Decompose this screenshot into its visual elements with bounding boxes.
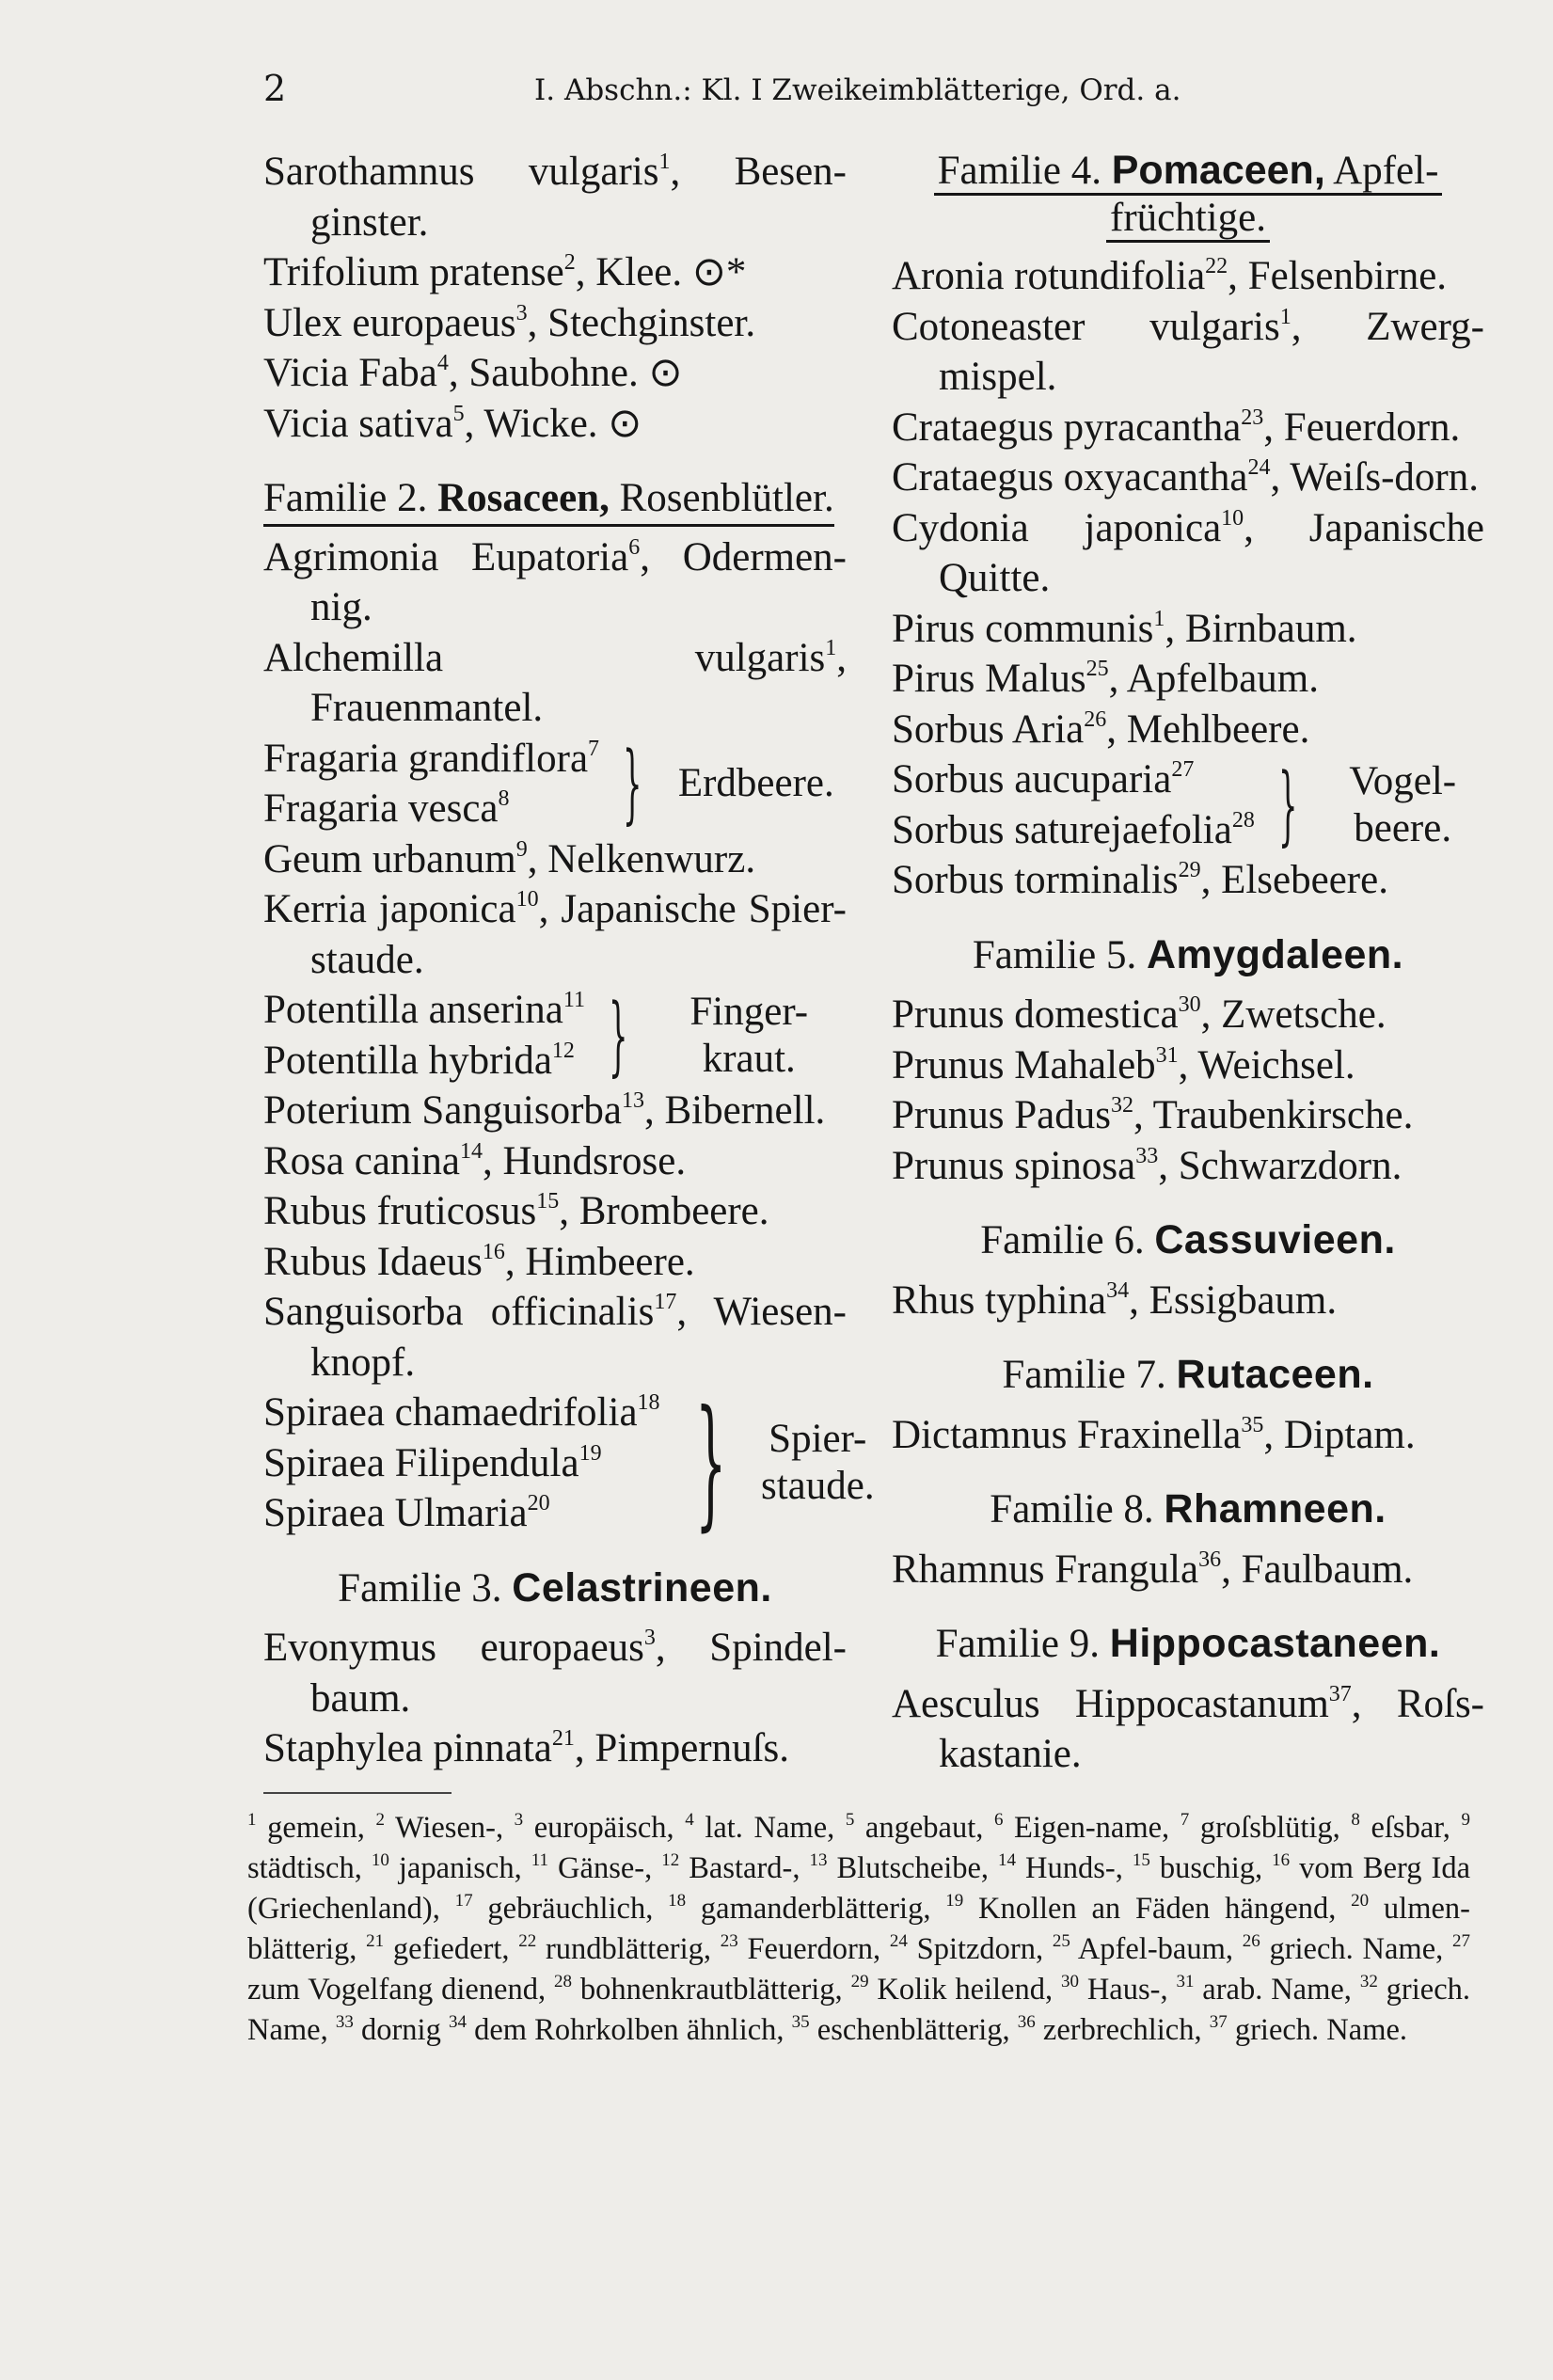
running-header: I. Abschn.: Kl. I Zweikeimblätterige, Ord. a.	[534, 73, 1181, 107]
footnote-text: dem Rohrkolben ähnlich,	[466, 2013, 792, 2047]
page-number: 2	[263, 68, 287, 109]
entry-cydonia: Cydonia japonica$^{10}$, Japanische Quitte.	[892, 505, 1484, 600]
family-heading-2: Familie 2. Rosaceen, Rosenblütler.	[263, 473, 847, 527]
footnote-text: gebräuchlich,	[472, 1892, 669, 1926]
footnote-number: 35	[791, 2012, 810, 2032]
entry-aronia: Aronia rotundifolia$^{22}$, Felsenbirne.	[892, 254, 1448, 298]
entry-vicia-faba: Vicia Faba$^4$, Saubohne. ⊙	[263, 351, 683, 395]
footnote-text: Blutscheibe,	[827, 1851, 999, 1885]
footnotes	[247, 1808, 1470, 2051]
entry-pirus-malus: Pirus Malus$^{25}$, Apfelbaum.	[892, 657, 1319, 701]
footnote-number: 6	[993, 1810, 1004, 1830]
entry-trifolium: Trifolium pratense$^2$, Klee. ⊙*	[263, 250, 747, 294]
family-heading-7: Familie 7. Rutaceen.	[1002, 1352, 1374, 1397]
footnote-text: gefiedert,	[384, 1932, 519, 1966]
footnote-text: rundblätterig,	[536, 1932, 721, 1966]
footnote-text: Wiesen-,	[384, 1811, 515, 1845]
footnote-number: 11	[531, 1850, 549, 1870]
group-fragaria: Fragaria grandiflora$^7$ Fragaria vesca$^8$ } Erdbeere.	[263, 733, 834, 833]
footnote-number: 3	[514, 1810, 524, 1830]
footnote-text: Bastard-,	[679, 1851, 810, 1885]
footnote-number: 4	[685, 1810, 694, 1830]
footnote-text: städtisch,	[247, 1851, 372, 1885]
group-potentilla: Potentilla anserina$^{11}$ Potentilla hybrida$^{12}$ } Finger-kraut.	[263, 984, 809, 1086]
footnote-number: 26	[1242, 1931, 1260, 1951]
brace-icon: }	[694, 1381, 726, 1546]
entry-dictamnus: Dictamnus Fraxinella$^{35}$, Diptam.	[892, 1412, 1416, 1457]
footnote-text: zerbrechlich,	[1035, 2013, 1210, 2047]
footnote-text: Knollen an Fäden hängend,	[963, 1892, 1352, 1926]
footnote-number: 29	[850, 1972, 869, 1991]
footnote-number: 37	[1209, 2012, 1228, 2032]
entry-alchemilla: Alchemilla vulgaris$^1$, Frauenmantel.	[263, 635, 847, 730]
entry-poterium: Poterium Sanguisorba$^{13}$, Bibernell.	[263, 1088, 826, 1133]
footnote-number: 18	[668, 1891, 687, 1911]
entry-pirus-communis: Pirus communis$^1$, Birnbaum.	[892, 606, 1357, 651]
entry-sarothamnus: Sarothamnus vulgaris$^1$, Besen-ginster.	[263, 150, 847, 245]
family-heading-3: Familie 3. Celastrineen.	[338, 1564, 772, 1610]
footnote-number: 27	[1452, 1931, 1470, 1951]
footnote-number: 15	[1132, 1850, 1150, 1870]
footnote-text: buschig,	[1149, 1851, 1273, 1885]
footnote-text: arab. Name,	[1194, 1973, 1360, 2007]
entry-rhamnus: Rhamnus Frangula$^{36}$, Faulbaum.	[892, 1547, 1414, 1592]
footnote-number: 17	[454, 1891, 473, 1911]
entry-rosa: Rosa canina$^{14}$, Hundsrose.	[263, 1138, 687, 1183]
footnote-text: griech. Name,	[247, 1973, 1471, 2047]
entry-ulex: Ulex europaeus$^3$, Stechginster.	[263, 300, 756, 345]
brace-icon: }	[1277, 754, 1298, 855]
family-heading-8: Familie 8. Rhamneen.	[990, 1486, 1387, 1531]
footnote-number: 34	[448, 2012, 467, 2032]
right-column	[892, 147, 1484, 1780]
footnote-number: 5	[845, 1810, 855, 1830]
group-sorbus: Sorbus aucuparia$^{27}$ Sorbus saturejaefolia$^{28}$ } Vogel-beere.	[892, 754, 1457, 855]
footnote-text: Haus-,	[1078, 1973, 1177, 2007]
footnote-divider	[263, 1792, 452, 1794]
entry-aesculus: Aesculus Hippocastanum$^{37}$, Roſs-kastanie.	[892, 1681, 1484, 1776]
footnote-text: Eigen-name,	[1003, 1811, 1181, 1845]
entry-prunus-domestica: Prunus domestica$^{30}$, Zwetsche.	[892, 992, 1387, 1037]
footnote-text: gamanderblätterig,	[686, 1892, 946, 1926]
footnote-number: 25	[1052, 1931, 1070, 1951]
footnote-text: lat. Name,	[693, 1811, 846, 1845]
footnote-text: Feuerdorn,	[737, 1932, 890, 1966]
entry-crataegus-pyracantha: Crataegus pyracantha$^{23}$, Feuerdorn.	[892, 405, 1461, 450]
footnote-text: eſsbar,	[1359, 1811, 1462, 1845]
footnote-number: 28	[553, 1972, 572, 1991]
footnote-text: dornig	[353, 2013, 449, 2047]
footnote-text: gemein,	[256, 1811, 376, 1845]
group-spiraea: Spiraea chamaedrifolia$^{18}$ Spiraea Filipendula$^{19}$ Spiraea Ulmaria$^{20}$ } Spier-staude.	[263, 1381, 875, 1546]
footnote-number: 8	[1351, 1810, 1360, 1830]
footnote-text: Gänse-,	[548, 1851, 662, 1885]
footnote-number: 19	[945, 1891, 964, 1911]
entry-evonymus: Evonymus europaeus$^3$, Spindel-baum.	[263, 1626, 847, 1721]
footnote-number: 16	[1272, 1850, 1291, 1870]
entry-kerria: Kerria japonica$^{10}$, Japanische Spier-staude.	[263, 887, 847, 982]
entry-rubus-fruticosus: Rubus fruticosus$^{15}$, Brombeere.	[263, 1189, 769, 1233]
footnote-number: 21	[366, 1931, 385, 1951]
entry-rubus-idaeus: Rubus Idaeus$^{16}$, Himbeere.	[263, 1239, 695, 1284]
footnote-text: Kolik heilend,	[868, 1973, 1061, 2007]
footnote-number: 33	[335, 2012, 354, 2032]
entry-rhus: Rhus typhina$^{34}$, Essigbaum.	[892, 1277, 1338, 1323]
footnote-number: 20	[1351, 1891, 1370, 1911]
entry-agrimonia: Agrimonia Eupatoria$^6$, Odermen-nig.	[263, 534, 848, 629]
footnote-text: Apfel-baum,	[1070, 1932, 1243, 1966]
footnote-text: zum Vogelfang dienend,	[247, 1973, 554, 2007]
footnote-number: 36	[1017, 2012, 1036, 2032]
footnote-number: 9	[1461, 1810, 1470, 1830]
footnote-text: angebaut,	[854, 1811, 994, 1845]
footnote-number: 32	[1359, 1972, 1378, 1991]
footnote-text: japanisch,	[388, 1851, 531, 1885]
family-heading-5: Familie 5. Amygdaleen.	[972, 931, 1404, 977]
brace-icon: }	[608, 984, 628, 1086]
footnote-number: 14	[998, 1850, 1017, 1870]
family-heading-6: Familie 6. Cassuvieen.	[980, 1217, 1396, 1262]
entry-cotoneaster: Cotoneaster vulgaris$^1$, Zwerg-mispel.	[892, 304, 1484, 399]
footnote-text: eschenblätterig,	[809, 2013, 1018, 2047]
footnote-number: 12	[661, 1850, 680, 1870]
footnote-text: griech. Name,	[1260, 1932, 1452, 1966]
entry-sorbus-torminalis: Sorbus torminalis$^{29}$, Elsebeere.	[892, 858, 1388, 902]
footnote-text: bohnenkrautblätterig,	[571, 1973, 851, 2007]
footnote-number: 7	[1180, 1810, 1190, 1830]
footnote-text: griech. Name.	[1227, 2013, 1408, 2047]
entry-geum: Geum urbanum$^9$, Nelkenwurz.	[263, 836, 756, 881]
footnote-number: 22	[518, 1931, 537, 1951]
footnote-text: europäisch,	[523, 1811, 686, 1845]
entry-prunus-spinosa: Prunus spinosa$^{33}$, Schwarzdorn.	[892, 1143, 1402, 1188]
entry-prunus-mahaleb: Prunus Mahaleb$^{31}$, Weichsel.	[892, 1042, 1355, 1087]
footnote-number: 23	[720, 1931, 738, 1951]
entry-vicia-sativa: Vicia sativa$^5$, Wicke. ⊙	[263, 401, 642, 446]
entry-staphylea: Staphylea pinnata$^{21}$, Pimpernuſs.	[263, 1726, 790, 1770]
footnote-text: Hunds-,	[1016, 1851, 1133, 1885]
footnote-number: 13	[809, 1850, 828, 1870]
family-heading-9: Familie 9. Hippocastaneen.	[935, 1621, 1441, 1666]
footnote-number: 30	[1060, 1972, 1079, 1991]
footnote-text: ulmen-blätterig,	[247, 1892, 1470, 1966]
entry-sanguisorba: Sanguisorba officinalis$^{17}$, Wiesen-knopf.	[263, 1290, 847, 1385]
footnote-text: Spitzdorn,	[907, 1932, 1053, 1966]
entry-prunus-padus: Prunus Padus$^{32}$, Traubenkirsche.	[892, 1093, 1414, 1137]
footnote-number: 24	[889, 1931, 908, 1951]
family-heading-4: Familie 4. Pomaceen, Apfel- früchtige.	[892, 147, 1484, 242]
footnote-text: vom Berg Ida (Griechenland),	[247, 1851, 1471, 1926]
footnote-number: 10	[371, 1850, 389, 1870]
brace-icon: }	[623, 733, 642, 833]
footnote-number: 2	[375, 1810, 385, 1830]
left-column	[263, 147, 875, 1774]
footnote-text: groſsblütig,	[1189, 1811, 1352, 1845]
entry-sorbus-aria: Sorbus Aria$^{26}$, Mehlbeere.	[892, 706, 1310, 752]
entry-crataegus-oxyacantha: Crataegus oxyacantha$^{24}$, Weiſs-dorn.	[892, 455, 1479, 500]
footnote-number: 1	[247, 1810, 257, 1830]
footnote-number: 31	[1176, 1972, 1195, 1991]
